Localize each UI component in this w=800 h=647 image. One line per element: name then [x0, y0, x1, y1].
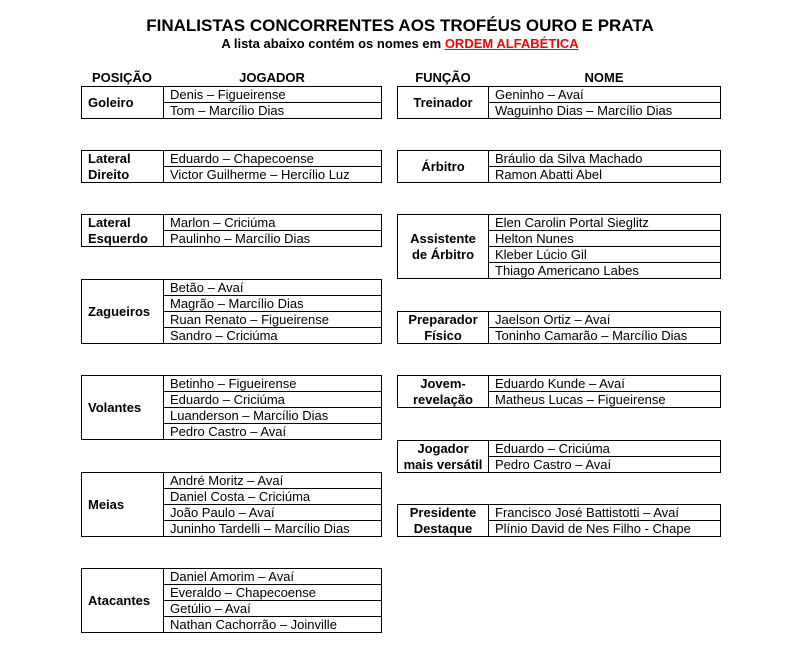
name-row: Paulinho – Marcílio Dias	[164, 230, 381, 246]
group-label-line: Jogador	[417, 440, 469, 456]
left_groups-group-names	[164, 87, 381, 118]
group-label-line: revelação	[413, 391, 473, 407]
left_groups-group-label	[82, 215, 164, 246]
right_groups-group-names	[489, 87, 720, 118]
name-row: Ruan Renato – Figueirense	[164, 311, 381, 327]
name-row: Betinho – Figueirense	[170, 376, 297, 391]
right_groups-group-label	[398, 505, 489, 536]
group-label-line: Destaque	[413, 520, 473, 536]
group-label-line: Meias	[88, 496, 125, 512]
group-label-line: Preparador	[408, 311, 478, 327]
right_groups-group	[397, 440, 721, 473]
left_groups-group-label	[82, 473, 164, 536]
right_groups-group	[397, 504, 721, 537]
group-label-line: Treinador	[413, 94, 473, 110]
group-label-line: Assistente	[410, 230, 476, 246]
right_groups-group-names	[489, 376, 720, 407]
left_groups-group-label	[82, 87, 164, 118]
name-row: Plínio David de Nes Filho - Chape	[489, 520, 720, 536]
group-label-line: Jovem-	[420, 375, 466, 391]
name-row: Eduardo – Criciúma	[495, 441, 610, 456]
name-row: Bráulio da Silva Machado	[495, 151, 643, 166]
group-label-line: Volantes	[88, 399, 142, 415]
name-row: Magrão – Marcílio Dias	[164, 295, 381, 311]
right_groups-group-label	[398, 87, 489, 118]
right_groups-group-names	[489, 151, 720, 182]
page-subtitle	[0, 36, 800, 52]
group-label-line: Esquerdo	[88, 230, 148, 246]
right_groups-group	[397, 214, 721, 279]
name-row: Eduardo Kunde – Avaí	[495, 376, 625, 391]
group-label-line: Goleiro	[88, 94, 134, 110]
group-label-line: Atacantes	[88, 592, 151, 608]
left_groups-group-names	[164, 473, 381, 536]
left_groups-group	[81, 568, 382, 633]
right_groups-group-names	[489, 215, 720, 278]
name-row: Sandro – Criciúma	[164, 327, 381, 343]
left_groups-group	[81, 279, 382, 344]
right_groups-group-names	[489, 505, 720, 536]
name-row: Tom – Marcílio Dias	[164, 102, 381, 118]
right-category-header: FUNÇÃO	[415, 70, 471, 85]
left_groups-group	[81, 375, 382, 440]
right-names-header: NOME	[584, 70, 624, 85]
left_groups-group-names	[164, 376, 381, 439]
group-label-line: Árbitro	[421, 158, 465, 174]
name-row: André Moritz – Avaí	[170, 473, 284, 488]
group-label-line: de Árbitro	[411, 246, 475, 262]
name-row: Toninho Camarão – Marcílio Dias	[489, 327, 720, 343]
left_groups-group	[81, 472, 382, 537]
left_groups-group-label	[82, 376, 164, 439]
right_groups-group-label	[398, 441, 489, 472]
name-row: Kleber Lúcio Gil	[489, 246, 720, 262]
left_groups-group	[81, 150, 382, 183]
name-row: Pedro Castro – Avaí	[489, 456, 720, 472]
name-row: Nathan Cachorrão – Joinville	[164, 616, 381, 632]
left_groups-group-names	[164, 280, 381, 343]
right_groups-group	[397, 375, 721, 408]
name-row: Luanderson – Marcílio Dias	[164, 407, 381, 423]
right_groups-group	[397, 150, 721, 183]
name-row: Eduardo – Criciúma	[164, 391, 381, 407]
name-row: Jaelson Ortiz – Avaí	[495, 312, 611, 327]
name-row: Elen Carolin Portal Sieglitz	[495, 215, 649, 230]
subtitle-text: A lista abaixo contém os nomes em	[221, 36, 445, 51]
left_groups-group-label	[82, 280, 164, 343]
left_groups-group-label	[82, 151, 164, 182]
name-row: Matheus Lucas – Figueirense	[489, 391, 720, 407]
left_groups-group-names	[164, 215, 381, 246]
right_groups-group-label	[398, 215, 489, 278]
group-label-line: mais versátil	[403, 456, 483, 472]
name-row: João Paulo – Avaí	[164, 504, 381, 520]
name-row: Getúlio – Avaí	[164, 600, 381, 616]
name-row: Daniel Amorim – Avaí	[170, 569, 295, 584]
right_groups-group-names	[489, 312, 720, 343]
group-label-line: Zagueiros	[88, 303, 151, 319]
subtitle-highlight: ORDEM ALFABÉTICA	[444, 36, 579, 51]
right_groups-group-label	[398, 376, 489, 407]
name-row: Geninho – Avaí	[495, 87, 584, 102]
group-label-line: Direito	[88, 166, 130, 182]
group-label-line: Lateral	[88, 150, 131, 166]
left_groups-group	[81, 86, 382, 119]
left_groups-group	[81, 214, 382, 247]
page-title: FINALISTAS CONCORRENTES AOS TROFÉUS OURO E PRATA	[146, 16, 654, 35]
right_groups-group-label	[398, 151, 489, 182]
name-row: Waguinho Dias – Marcílio Dias	[489, 102, 720, 118]
name-row: Francisco José Battistotti – Avaí	[495, 505, 680, 520]
name-row: Everaldo – Chapecoense	[164, 584, 381, 600]
left_groups-group-names	[164, 569, 381, 632]
name-row: Daniel Costa – Criciúma	[164, 488, 381, 504]
name-row: Eduardo – Chapecoense	[170, 151, 314, 166]
name-row: Helton Nunes	[489, 230, 720, 246]
right_groups-group	[397, 86, 721, 119]
right_groups-group-label	[398, 312, 489, 343]
name-row: Victor Guilherme – Hercílio Luz	[164, 166, 381, 182]
name-row: Thiago Americano Labes	[489, 262, 720, 278]
group-label-line: Presidente	[409, 504, 477, 520]
right_groups-group	[397, 311, 721, 344]
name-row: Betão – Avaí	[170, 280, 244, 295]
left-names-header: JOGADOR	[239, 70, 305, 85]
right_groups-group-names	[489, 441, 720, 472]
left_groups-group-label	[82, 569, 164, 632]
group-label-line: Lateral	[88, 214, 131, 230]
group-label-line: Físico	[424, 327, 462, 343]
left_groups-group-names	[164, 151, 381, 182]
name-row: Ramon Abatti Abel	[489, 166, 720, 182]
left-category-header: POSIÇÃO	[92, 70, 152, 85]
name-row: Denis – Figueirense	[170, 87, 286, 102]
name-row: Pedro Castro – Avaí	[164, 423, 381, 439]
name-row: Marlon – Criciúma	[170, 215, 276, 230]
name-row: Juninho Tardelli – Marcílio Dias	[164, 520, 381, 536]
